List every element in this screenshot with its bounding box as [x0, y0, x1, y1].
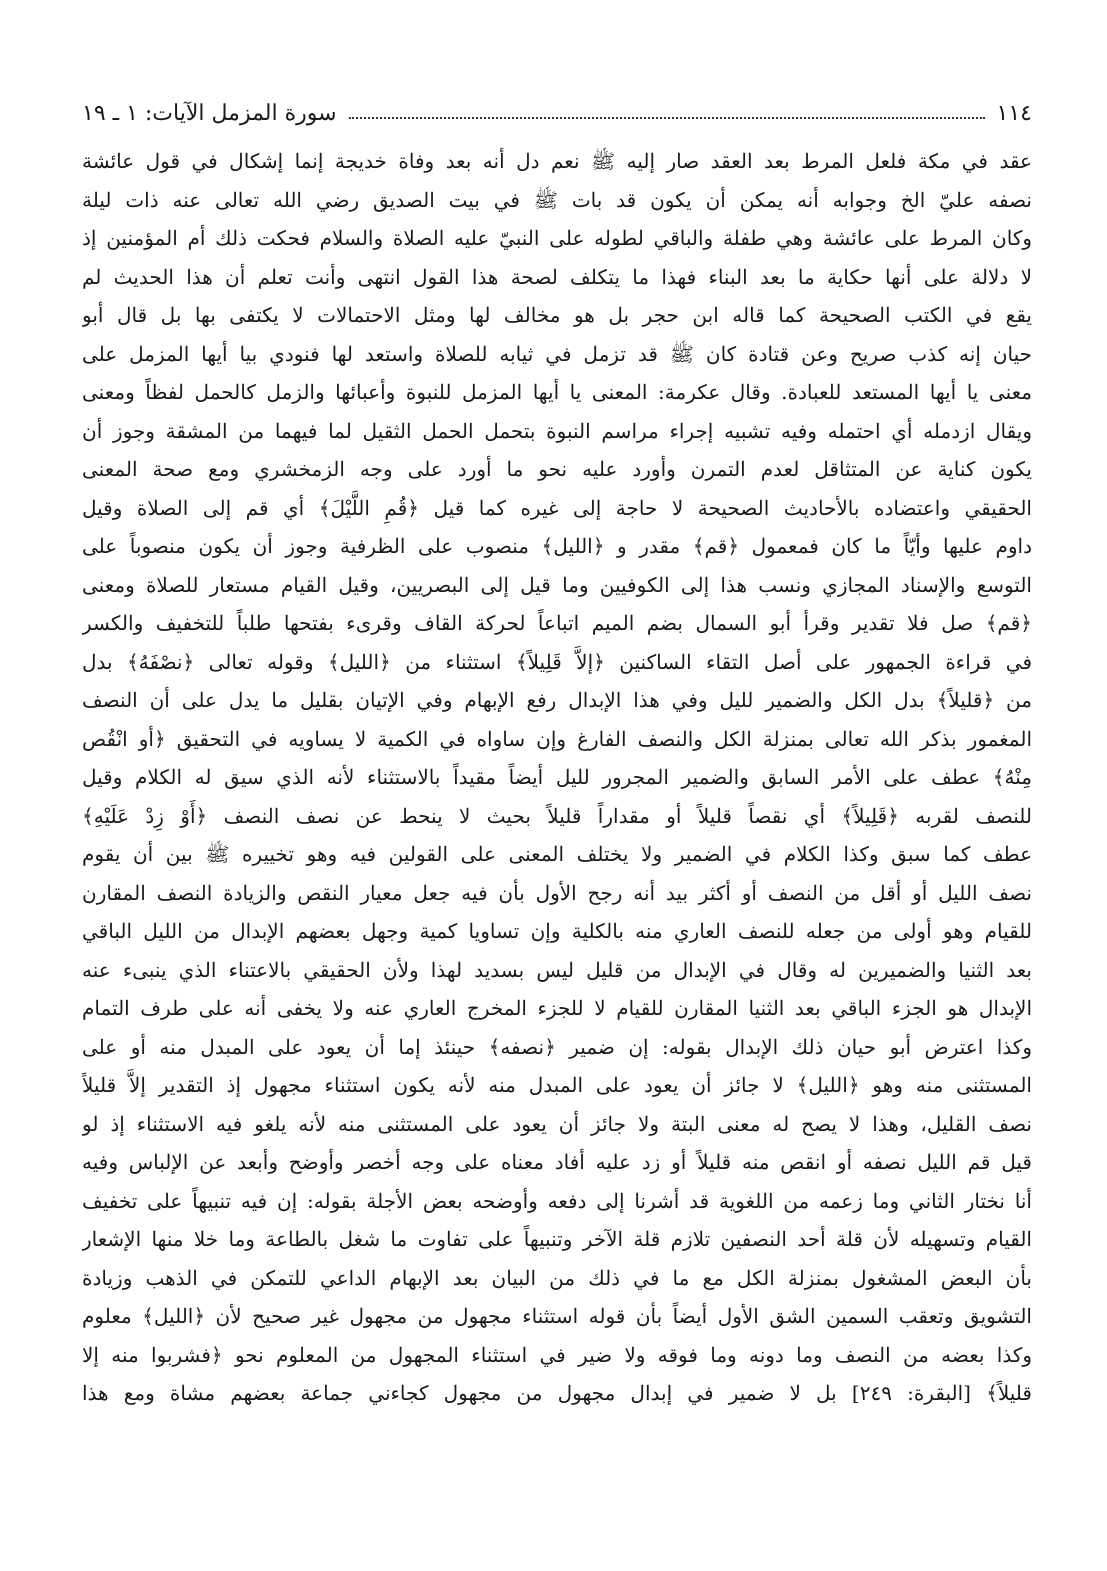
header-title: سورة المزمل الآيات: ١ ـ ١٩	[82, 101, 337, 126]
text-line: من ﴿قليلاً﴾ بدل الكل والضمير لليل وفي هذا الإبدال رفع الإبهام وفي الإتيان بقليل ما يدل على أن النصف	[82, 688, 1032, 712]
text-line: حيان إنه كذب صريح وعن قتادة كان ﷺ قد تزمل في ثيابه للصلاة واستعد لها فنودي بيا أيها المزمل على	[82, 341, 1032, 366]
text-line: يقع في الكتب الصحيحة كما قاله ابن حجر بل هو مخالف لها ومثل الاحتمالات لا يكتفى بها بل قال أبو	[82, 303, 1032, 327]
text-line: وكان المرط على عائشة وهي طفلة والباقي لطوله على النبيّ عليه الصلاة والسلام فحكت ذلك أم المؤمنين إذ	[82, 226, 1032, 250]
header-leader-dots	[349, 117, 985, 119]
running-header	[82, 90, 1032, 132]
text-line: القيام وتسهيله لأن قلة أحد النصفين تلازم قلة الآخر وتنبيهاً على تفاوت ما شغل بالطاعة وما خلا منها الإشعار	[82, 1227, 1032, 1251]
text-line: عطف كما سبق وكذا الكلام في الضمير ولا يختلف المعنى على القولين فيه وهو تخييره ﷺ بين أن يقوم	[82, 842, 1032, 866]
text-line: قليلاً﴾ [البقرة: ٢٤٩] بل لا ضمير في إبدال مجهول من مجهول كجاءني جماعة بعضهم مشاة ومع هذا	[82, 1381, 1032, 1405]
page-number: ١١٤	[996, 101, 1032, 126]
text-line: الحقيقي واعتضاده بالأحاديث الصحيحة لا حاجة إلى غيره كما قيل ﴿قُمِ اللَّيْلَ﴾ أي قم إلى الصلاة وقيل	[82, 495, 1032, 520]
text-line: الإبدال هو الجزء الباقي بعد الثنيا المقارن للقيام لا للجزء المخرج العاري عنه ولا يخفى أنه على طرف التمام	[82, 996, 1032, 1020]
text-line: ويقال ازدمله أي احتمله وفيه تشبيه إجراء مراسم النبوة بتحمل الحمل الثقيل لما فيهما من المشقة وجوز أن	[82, 418, 1032, 443]
text-line: مِنْهُ﴾ عطف على الأمر السابق والضمير المجرور لليل أيضاً مقيداً بالاستثناء لأنه الذي سيق له الكلام وقيل	[82, 765, 1032, 789]
text-line: التشويق وتعقب السمين الشق الأول أيضاً بأن قوله استثناء مجهول من مجهول غير صحيح لأن ﴿الليل﴾ معلوم	[82, 1304, 1032, 1328]
text-line: وكذا اعترض أبو حيان ذلك الإبدال بقوله: إن ضمير ﴿نصفه﴾ حينئذ إما أن يعود على المبدل منه أو على	[82, 1034, 1032, 1059]
text-line: داوم عليها وأيّاً ما كان فمعمول ﴿قم﴾ مقدر و ﴿الليل﴾ منصوب على الظرفية وجوز أن يكون منصوباً على	[82, 534, 1032, 558]
text-line: التوسع والإسناد المجازي ونسب هذا إلى الكوفيين وما قيل إلى البصريين، وقيل القيام مستعار للصلاة ومعنى	[82, 572, 1032, 597]
text-line: لا دلالة على أنها حكاية ما بعد البناء فهذا ما يتكلف لصحة هذا القول انتهى وأنت تعلم أن هذا الحديث لم	[82, 264, 1032, 289]
text-line: عقد في مكة فلعل المرط بعد العقد صار إليه ﷺ نعم دل أنه بعد وفاة خديجة إنما إشكال في قول عائشة	[82, 149, 1032, 173]
text-line: نصف الليل أو أقل من النصف أو أكثر بيد أنه رجح الأول بأن فيه جعل معيار النقص والزيادة النصف المقارن	[82, 880, 1032, 905]
text-line: قيل قم الليل نصفه أو انقص منه قليلاً أو زد عليه أفاد معناه على وجه أخصر وأوضح وأبعد عن الإلباس وفيه	[82, 1150, 1032, 1174]
text-line: للنصف لقربه ﴿قَلِيلاً﴾ أي نقصاً قليلاً أو مقداراً قليلاً بحيث لا ينحط عن نصف النصف ﴿أَوْ زِدْ عَلَيْهِ﴾	[82, 803, 1032, 828]
text-line: نصفه عليّ الخ وجوابه أنه يمكن أن يكون قد بات ﷺ في بيت الصديق رضي الله تعالى عنه ذات ليلة	[82, 187, 1032, 212]
text-line: بعد الثنيا والضميرين له وقال في الإبدال من قليل ليس بسديد لهذا ولأن الحقيقي بالاعتناء الذي ينبىء عنه	[82, 957, 1032, 982]
text-line: المستثنى منه وهو ﴿الليل﴾ لا جائز أن يعود على المبدل منه لأنه يكون استثناء مجهول إذ التقدير إلاَّ قليلاً	[82, 1073, 1032, 1097]
document-page	[82, 90, 1032, 1550]
text-line: ﴿قم﴾ صل فلا تقدير وقرأ أبو السمال بضم الميم اتباعاً لحركة القاف وقرىء بفتحها طلباً للتخفيف والكسر	[82, 611, 1032, 635]
text-line: المغمور بذكر الله تعالى بمنزلة الكل والنصف الفارغ وإن ساواه في الكمية لا يساويه في التحقيق ﴿أو انْقُص	[82, 726, 1032, 751]
text-line: نصف القليل، وهذا لا يصح له معنى البتة ولا جائز أن يعود على المستثنى منه لأنه يلغو فيه الاستثناء إذ لو	[82, 1111, 1032, 1136]
text-line: في قراءة الجمهور على أصل التقاء الساكنين ﴿إلاَّ قَلِيلاً﴾ استثناء من ﴿الليل﴾ وقوله تعالى ﴿نصْفَهُ﴾ بدل	[82, 649, 1032, 674]
text-line: وكذا بعضه من النصف وما دونه وما فوقه ولا ضير في استثناء المجهول من المعلوم نحو ﴿فشربوا منه إلا	[82, 1342, 1032, 1367]
text-line: معنى يا أيها المستعد للعبادة. وقال عكرمة: المعنى يا أيها المزمل للنبوة وأعبائها والزمل كالحمل لفظاً ومعنى	[82, 380, 1032, 404]
text-line: للقيام وهو أولى من جعله للنصف العاري منه بالكلية وإن تساويا كمية وجهل بعضهم الإبدال من الليل الباقي	[82, 919, 1032, 943]
text-line: بأن البعض المشغول بمنزلة الكل مع ما في ذلك من البيان بعد الإبهام الداعي للتمكن في الذهب وزيادة	[82, 1265, 1032, 1290]
text-line: يكون كناية عن المتثاقل لعدم التمرن وأورد عليه نحو ما أورد على وجه الزمخشري ومع صحة المعنى	[82, 457, 1032, 481]
body-text	[82, 142, 1032, 1413]
text-line: أنا نختار الثاني وما زعمه من اللغوية قد أشرنا إلى دفعه وأوضحه بعض الأجلة بقوله: إن فيه تنبيهاً على تخفيف	[82, 1188, 1032, 1213]
